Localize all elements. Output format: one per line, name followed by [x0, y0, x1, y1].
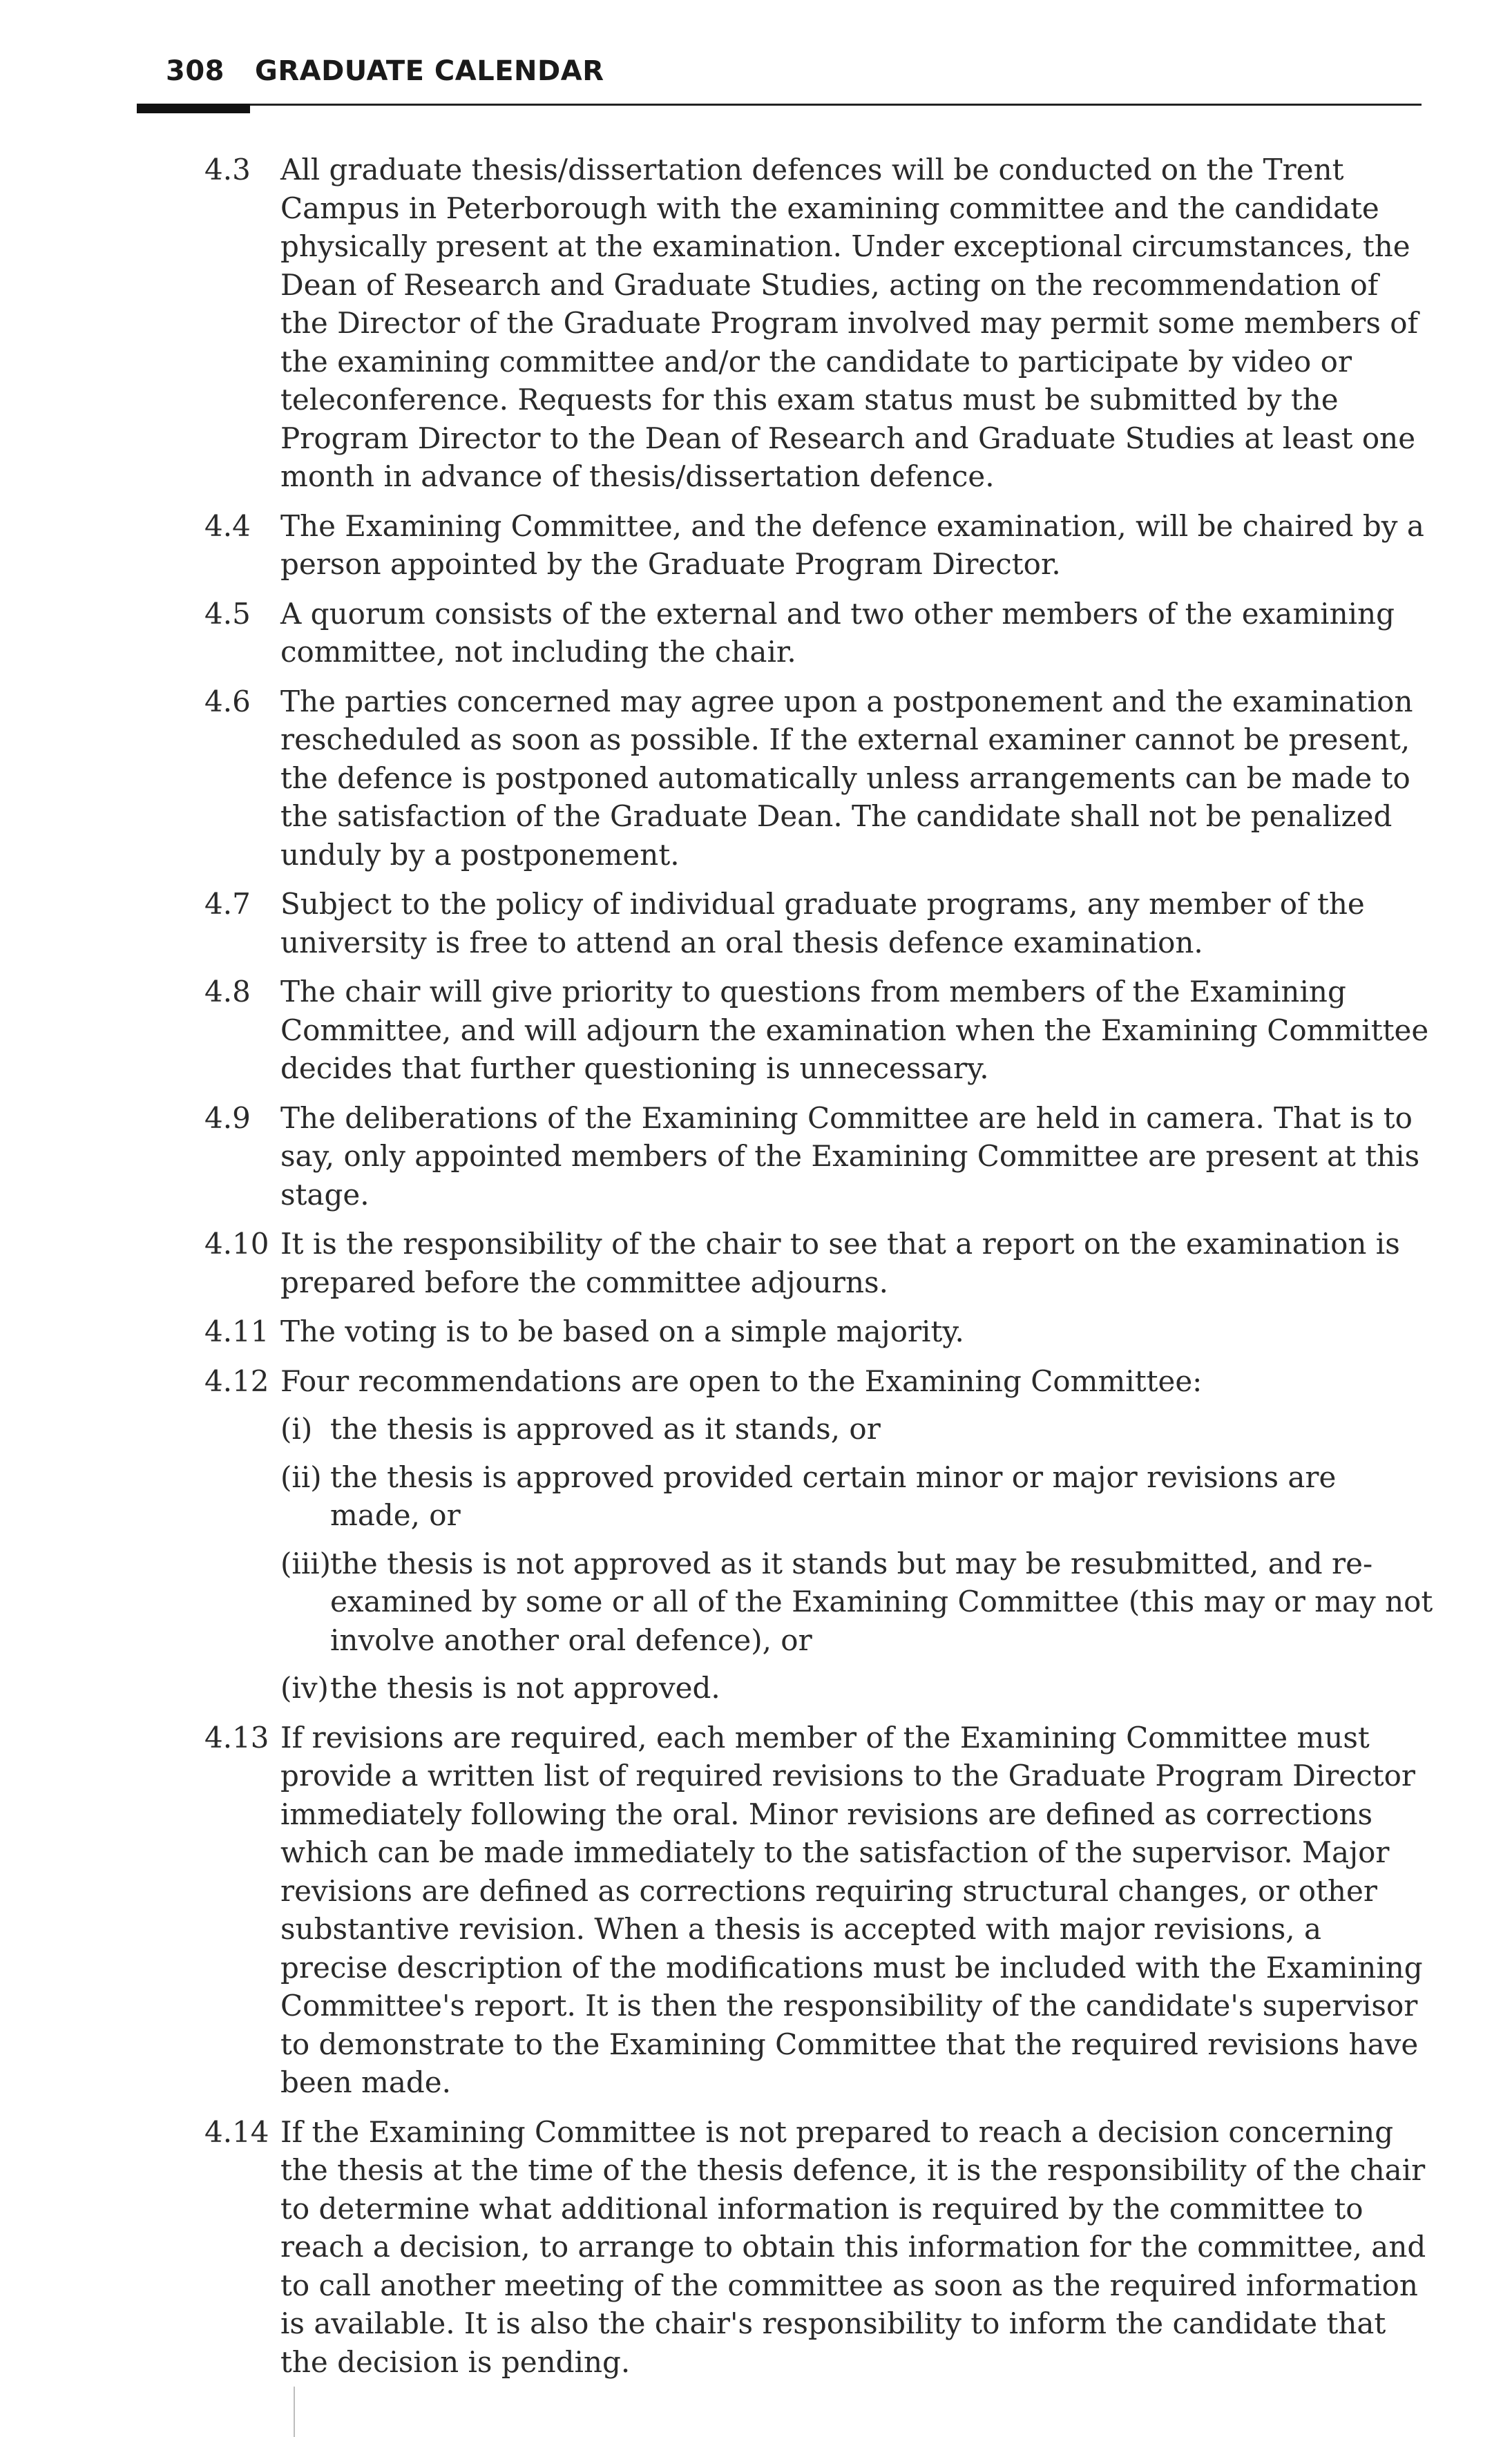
section-4-10 [204, 1225, 1434, 1301]
section-number: 4.9 [204, 1100, 251, 1135]
section-4-14 [204, 2113, 1434, 2382]
section-text: A quorum consists of the external and two other members of the examining committee, not including the chair. [280, 596, 1395, 669]
section-number: 4.8 [204, 975, 251, 1009]
section-number: 4.3 [204, 153, 251, 187]
list-item-text: the thesis is not approved as it stands but may be resubmitted, and re-examined by some or all of the Examining Committee (this may or may not involve another oral defence), or [330, 1546, 1433, 1657]
header-accent-bar [137, 104, 250, 113]
section-4-6 [204, 682, 1434, 875]
list-item [280, 1545, 1434, 1660]
section-4-11 [204, 1312, 1434, 1351]
section-text: The Examining Committee, and the defence examination, will be chaired by a person appointed by the Graduate Program Director. [280, 508, 1424, 581]
list-item-text: the thesis is approved as it stands, or [330, 1412, 881, 1446]
document-body [204, 151, 1434, 2392]
list-item [280, 1669, 1434, 1708]
section-4-3 [204, 151, 1434, 496]
recommendations-list [280, 1410, 1434, 1708]
list-item-text: the thesis is not approved. [330, 1671, 720, 1705]
section-4-9 [204, 1099, 1434, 1214]
list-item [280, 1410, 1434, 1449]
section-4-4 [204, 507, 1434, 584]
section-number: 4.6 [204, 684, 251, 718]
section-number: 4.10 [204, 1227, 269, 1261]
section-number: 4.11 [204, 1315, 269, 1348]
section-number: 4.7 [204, 887, 251, 921]
section-4-5 [204, 595, 1434, 671]
section-text: The parties concerned may agree upon a postponement and the examination rescheduled as soon as possible. If the external examiner cannot be present, the defence is postponed automatically unless arrangements can be made to the satisfaction of the Graduate Dean. The candidate shall not be penalized unduly by a postponement. [280, 684, 1413, 872]
list-item-text: the thesis is approved provided certain minor or major revisions are made, or [330, 1460, 1337, 1532]
section-text: It is the responsibility of the chair to see that a report on the examination is prepared before the committee adjourns. [280, 1227, 1400, 1299]
section-number: 4.13 [204, 1720, 269, 1755]
section-4-13 [204, 1719, 1434, 2102]
section-text: All graduate thesis/dissertation defences will be conducted on the Trent Campus in Peterborough with the examining committee and the candidate physically present at the examination. Under exceptional circumstances, the Dean of Research and Graduate Studies, acting on the recommendation of the Director of the Graduate Program involved may permit some members of the examining committee and/or the candidate to participate by video or teleconference. Requests for this exam status must be submitted by the Program Director to the Dean of Research and Graduate Studies at least one month in advance of thesis/dissertation defence. [280, 153, 1419, 493]
running-title: GRADUATE CALENDAR [255, 55, 604, 87]
section-4-12 [204, 1362, 1434, 1708]
section-text: Four recommendations are open to the Examining Committee: [280, 1364, 1203, 1398]
section-text: The deliberations of the Examining Committee are held in camera. That is to say, only appointed members of the Examining Committee are present at this stage. [280, 1100, 1420, 1212]
section-4-7 [204, 885, 1434, 962]
list-item-number: (ii) [280, 1460, 322, 1494]
scan-margin-mark [294, 2387, 295, 2437]
section-number: 4.12 [204, 1364, 269, 1398]
list-item-number: (iii) [280, 1546, 332, 1580]
section-text: The voting is to be based on a simple majority. [280, 1315, 964, 1348]
section-text: Subject to the policy of individual graduate programs, any member of the university is free to attend an oral thesis defence examination. [280, 887, 1365, 959]
section-text: If the Examining Committee is not prepared to reach a decision concerning the thesis at the time of the thesis defence, it is the responsibility of the chair to determine what additional information is required by the committee to reach a decision, to arrange to obtain this information for the committee, and to call another meeting of the committee as soon as the required information is available. It is also the chair's responsibility to inform the candidate that the decision is pending. [280, 2114, 1426, 2379]
section-number: 4.14 [204, 2114, 269, 2149]
section-text: The chair will give priority to questions from members of the Examining Committee, and will adjourn the examination when the Examining Committee decides that further questioning is unnecessary. [280, 975, 1429, 1085]
list-item-number: (iv) [280, 1671, 329, 1705]
section-number: 4.4 [204, 508, 251, 543]
section-4-8 [204, 973, 1434, 1088]
section-number: 4.5 [204, 596, 251, 631]
list-item-number: (i) [280, 1412, 313, 1446]
page-header [166, 55, 604, 87]
section-text: If revisions are required, each member of the Examining Committee must provide a written list of required revisions to the Graduate Program Director immediately following the oral. Minor revisions are defined as corrections which can be made immediately to the satisfaction of the supervisor. Major revisions are defined as corrections requiring structural changes, or other substantive revision. When a thesis is accepted with major revisions, a precise description of the modifications must be included with the Examining Committee's report. It is then the responsibility of the candidate's supervisor to demonstrate to the Examining Committee that the required revisions have been made. [280, 1720, 1423, 2099]
page-number: 308 [166, 55, 224, 87]
header-rule [137, 104, 1422, 106]
list-item [280, 1458, 1434, 1535]
